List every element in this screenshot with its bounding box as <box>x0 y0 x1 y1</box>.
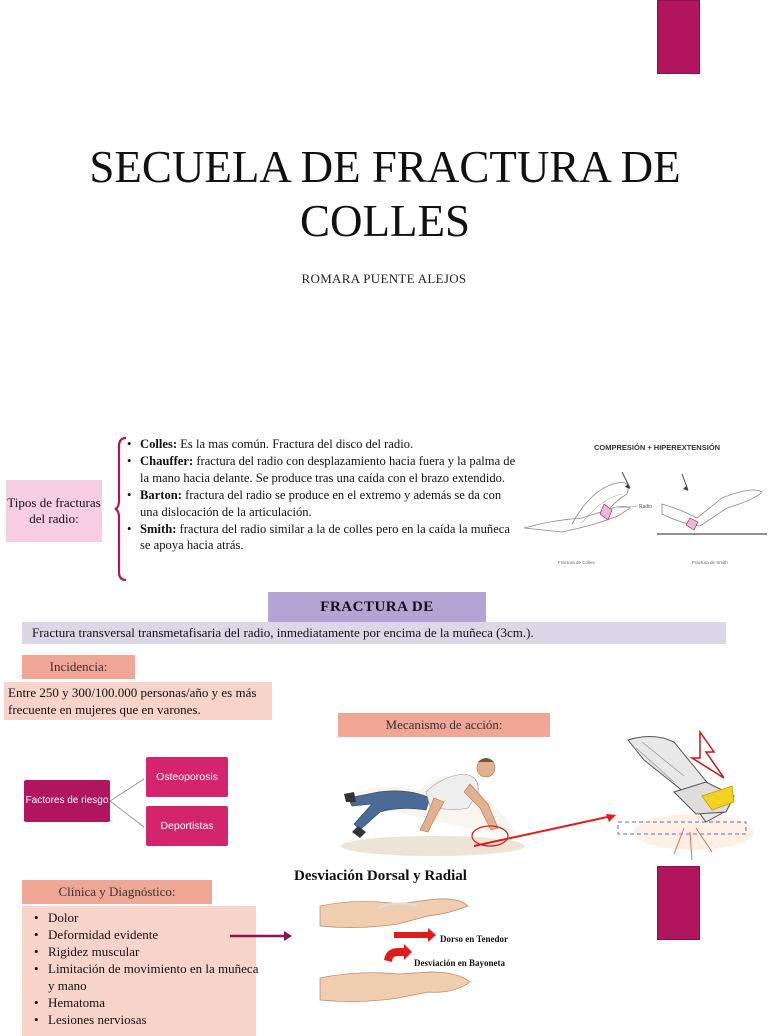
wrist-impact-illustration <box>614 722 768 862</box>
item-name: Colles: <box>140 437 178 451</box>
factor-deportistas: Deportistas <box>146 806 228 846</box>
item-name: Barton: <box>140 487 182 502</box>
decorative-accent-bar-bottom <box>657 866 700 940</box>
list-item <box>126 487 522 521</box>
incidencia-label: Incidencia: <box>22 655 135 679</box>
caption-colles: Fractura de Colles <box>558 560 595 565</box>
radio-label: Radio <box>639 504 653 510</box>
dorso-tenedor-label: Dorso en Tenedor <box>440 934 509 944</box>
list-item <box>126 436 522 453</box>
item-name: Chauffer: <box>140 453 194 468</box>
factor-osteoporosis: Osteoporosis <box>146 757 228 797</box>
item-text: fractura del radio se produce en el extremo y además se da con una dislocación de la articulación. <box>140 487 502 519</box>
factores-riesgo-box: Factores de riesgo <box>24 780 110 822</box>
caption-smith: Fractura de Smith <box>692 560 728 565</box>
list-item: • Rigidez muscular <box>30 943 260 960</box>
list-item: • Dolor <box>30 909 260 926</box>
fractura-definition: Fractura transversal transmetafisaria del radio, inmediatamente por encima de la muñeca (3cm.). <box>22 622 726 644</box>
clinica-list <box>30 909 260 1028</box>
tipos-fracturas-list <box>126 436 522 554</box>
list-item <box>126 521 522 555</box>
compression-hyperextension-diagram <box>522 428 768 578</box>
list-item: • Lesiones nerviosas <box>30 1011 260 1028</box>
list-item <box>126 453 522 487</box>
list-item: • Limitación de movimiento en la muñeca y mano <box>30 960 260 994</box>
arrow-right-icon <box>228 928 294 944</box>
list-item: • Deformidad evidente <box>30 926 260 943</box>
item-text: Es la mas común. Fractura del disco del radio. <box>177 437 414 451</box>
incidencia-text: Entre 250 y 300/100.000 personas/año y es más frecuente en mujeres que en varones. <box>4 682 272 720</box>
fractura-header: FRACTURA DE <box>268 592 486 622</box>
title-line-1: SECUELA DE FRACTURA DE <box>89 142 681 192</box>
wrist-deformity-illustration <box>318 890 528 1024</box>
desviacion-title: Desviación Dorsal y Radial <box>294 868 467 884</box>
factor-connector-lines <box>108 775 148 831</box>
decorative-accent-bar-top <box>657 0 700 74</box>
mecanismo-label: Mecanismo de acción: <box>338 713 550 737</box>
title-line-2: COLLES <box>299 196 470 246</box>
slide-title <box>40 140 730 248</box>
tipos-fracturas-label: Tipos de fracturas del radio: <box>6 480 102 542</box>
clinica-label: Clínica y Diagnóstico: <box>22 880 212 904</box>
item-name: Smith: <box>140 521 177 536</box>
author-name: ROMARA PUENTE ALEJOS <box>301 271 467 286</box>
item-text: fractura del radio con desplazamiento hacia fuera y la palma de la mano hacia delante. Se produce tras una caída con el brazo extendido. <box>140 453 516 485</box>
red-arrow-icon <box>470 812 620 852</box>
diagram-title: COMPRESIÓN + HIPEREXTENSIÓN <box>594 443 721 452</box>
bayoneta-label: Desviación en Bayoneta <box>414 958 505 968</box>
list-item: • Hematoma <box>30 994 260 1011</box>
item-text: fractura del radio similar a la de colles pero en la caída la muñeca se apoya hacia atrás. <box>140 521 510 553</box>
